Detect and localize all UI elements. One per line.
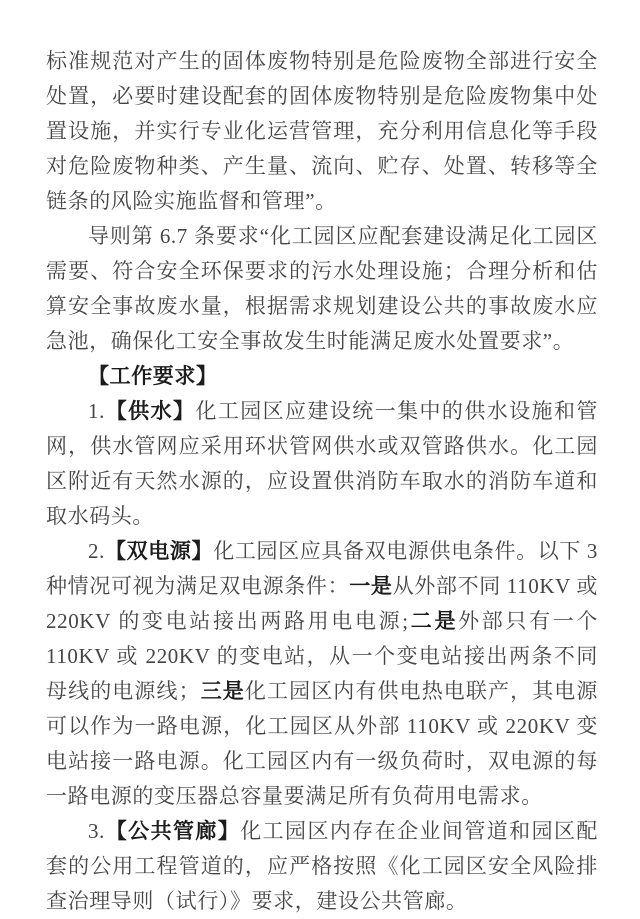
text-run: 化工园区内有供电热电联产，其电源可以作为一路电源，化工园区从外部 110KV 或 220KV 变电站接一路电源。化工园区内有一级负荷时，双电源的每一路电源的变压器总容量要满足所有负荷用电需求。 <box>46 679 598 808</box>
term-public-pipe-gallery: 【公共管廊】 <box>104 819 241 843</box>
item-number: 2. <box>88 539 105 563</box>
paragraph-guideline-6-7 <box>46 219 598 359</box>
text-run: 化工园区应具备双电源供电条件。以下 3 种情况可视为满足双电源条件： <box>46 539 599 598</box>
text-run: 导则第 6.7 条要求“化工园区应配套建设满足化工园区需要、符合安全环保要求的污水处理设施；合理分析和估算安全事故废水量，根据需求规划建设公共的事故废水应急池，确保化工安全事故发生时能满足废水处置要求”。 <box>46 224 598 353</box>
paragraph-solid-waste-continuation <box>46 44 598 219</box>
item-number: 1. <box>88 399 105 423</box>
text-run: 标准规范对产生的固体废物特别是危险废物全部进行安全处置，必要时建设配套的固体废物特别是危险废物集中处置设施，并实行专业化运营管理，充分利用信息化等手段对危险废物种类、产生量、流向、贮存、处置、转移等全链条的风险实施监督和管理”。 <box>46 49 598 213</box>
term-third-case: 三是 <box>200 679 245 703</box>
item-1-water-supply <box>46 394 598 534</box>
term-first-case: 一是 <box>349 574 393 598</box>
item-3-public-pipe-gallery <box>46 814 598 919</box>
text-run: 外部只有一个 110KV 或 220KV 的变电站，从一个变电站接出两条不同母线的电源线； <box>46 609 599 703</box>
heading-work-requirements <box>46 359 598 394</box>
item-number: 3. <box>88 819 105 843</box>
work-requirements-heading-label: 【工作要求】 <box>88 364 218 388</box>
document-body <box>46 44 598 919</box>
term-second-case: 二是 <box>408 609 459 633</box>
text-run: 化工园区应建设统一集中的供水设施和管网，供水管网应采用环状管网供水或双管路供水。化工园区附近有天然水源的，应设置供消防车取水的消防车道和取水码头。 <box>46 399 598 528</box>
item-2-dual-power <box>46 534 598 814</box>
text-run: 从外部不同 110KV 或 220KV 的变电站接出两路用电电源; <box>46 574 598 633</box>
text-run: 化工园区内存在企业间管道和园区配套的公用工程管道的，应严格按照《化工园区安全风险排查治理导则（试行）》要求，建设公共管廊。 <box>46 819 598 913</box>
term-dual-power: 【双电源】 <box>104 539 214 563</box>
term-water-supply: 【供水】 <box>104 399 196 423</box>
